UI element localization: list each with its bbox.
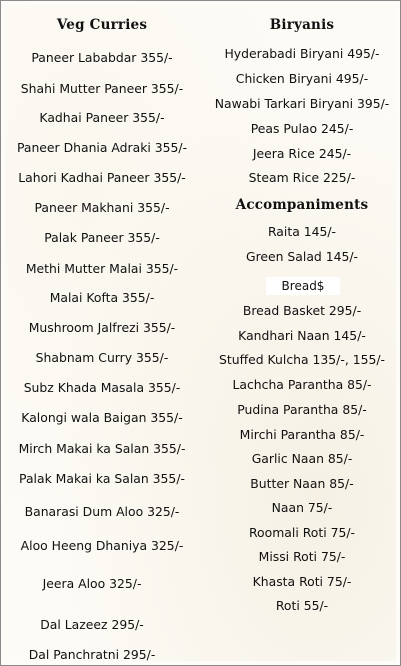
menu-item: Dal Panchratni 295/-: [28, 647, 156, 662]
right-column: [200, 0, 401, 666]
menu-item: Kandhari Naan 145/-: [238, 328, 366, 343]
menu-item: Kadhai Paneer 355/-: [39, 110, 165, 125]
veg-curries-heading: Veg Curries: [56, 17, 148, 33]
menu-item: Paneer Makhani 355/-: [34, 200, 170, 215]
menu-item: Pudina Parantha 85/-: [237, 402, 367, 417]
menu-item: Naan 75/-: [271, 500, 333, 515]
menu-item: Roomali Roti 75/-: [249, 525, 355, 540]
menu-item: Lahori Kadhai Paneer 355/-: [18, 170, 186, 185]
menu-item: Nawabi Tarkari Biryani 395/-: [214, 96, 390, 111]
menu-item: Kalongi wala Baigan 355/-: [21, 410, 183, 425]
accompaniments-heading: Accompaniments: [235, 197, 369, 213]
menu-item: Paneer Lababdar 355/-: [31, 50, 173, 65]
menu-item: Jeera Aloo 325/-: [42, 576, 142, 591]
menu-item: Mushroom Jalfrezi 355/-: [28, 320, 176, 335]
menu-item: Bread Basket 295/-: [242, 303, 362, 318]
menu-item: Roti 55/-: [275, 598, 329, 613]
menu-item: Khasta Roti 75/-: [252, 574, 352, 589]
menu-item: Paneer Dhania Adraki 355/-: [16, 140, 188, 155]
menu-item: Jeera Rice 245/-: [252, 146, 352, 161]
menu-item: Banarasi Dum Aloo 325/-: [24, 504, 180, 519]
left-column: [0, 0, 200, 666]
menu-item: Green Salad 145/-: [245, 249, 359, 264]
menu-item: Stuffed Kulcha 135/-, 155/-: [218, 352, 386, 367]
biryanis-heading: Biryanis: [269, 17, 335, 33]
menu-item: Dal Lazeez 295/-: [40, 617, 144, 632]
menu-item: Steam Rice 225/-: [248, 170, 356, 185]
breads-heading: Bread$: [281, 279, 325, 293]
menu-item: Mirch Makai ka Salan 355/-: [18, 441, 186, 456]
menu-item: Methi Mutter Malai 355/-: [25, 261, 179, 276]
menu-item: Garlic Naan 85/-: [251, 451, 353, 466]
menu-item: Mirchi Parantha 85/-: [239, 427, 365, 442]
menu-item: Subz Khada Masala 355/-: [23, 380, 181, 395]
menu-item: Lachcha Parantha 85/-: [232, 377, 372, 392]
menu-item: Shabnam Curry 355/-: [35, 350, 169, 365]
menu-item: Malai Kofta 355/-: [49, 290, 155, 305]
menu-item: Palak Makai ka Salan 355/-: [19, 471, 185, 486]
menu-item: Missi Roti 75/-: [258, 549, 346, 564]
menu-item: Palak Paneer 355/-: [44, 230, 160, 245]
menu-item: Peas Pulao 245/-: [250, 121, 354, 136]
menu-item: Butter Naan 85/-: [250, 476, 354, 491]
menu-item: Hyderabadi Biryani 495/-: [224, 46, 380, 61]
menu-item: Shahi Mutter Paneer 355/-: [20, 81, 184, 96]
menu-item: Chicken Biryani 495/-: [235, 71, 369, 86]
menu-item: Aloo Heeng Dhaniya 325/-: [20, 538, 184, 553]
menu-item: Raita 145/-: [267, 224, 337, 239]
